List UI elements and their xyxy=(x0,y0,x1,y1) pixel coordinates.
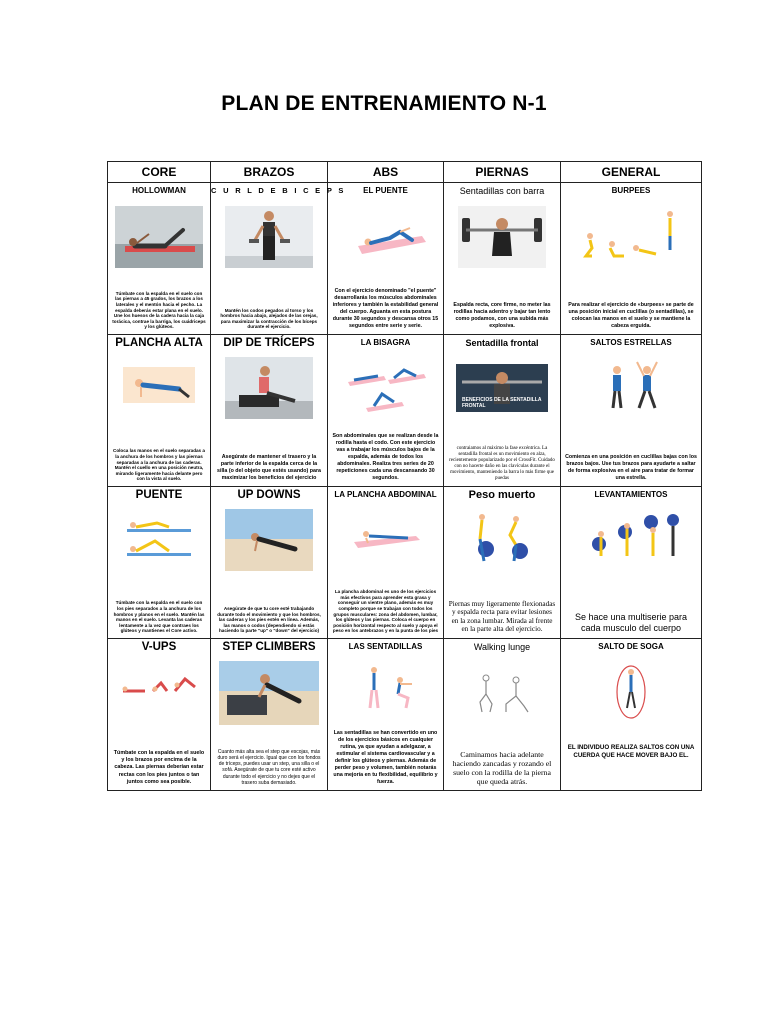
exercise-description: Coloca las manos en el suelo separadas a la anchura de los hombros y las piernas separadas a la anchura de las caderas. Mantén el cuello en una posición neutra, mirando ligeramente hacia delante pero con la vista al suelo. xyxy=(113,448,205,482)
exercise-description: Asegúrate de mantener el trasero y la parte inferior de la espalda cerca de la silla (o del objeto que estés usando) para maximizar los beneficios del ejercicio xyxy=(217,454,321,481)
peso-muerto-illustration xyxy=(460,509,544,567)
up-downs-photo xyxy=(225,509,313,571)
sentadilla-frontal-banner xyxy=(456,364,548,412)
exercise-cell-el-puente xyxy=(328,183,444,335)
walking-lunge-illustration xyxy=(460,662,544,720)
exercise-title: Sentadilla frontal xyxy=(465,338,539,348)
sentadillas-con-barra-photo xyxy=(458,206,546,268)
exercise-cell-up-downs xyxy=(211,487,328,639)
exercise-description: Caminamos hacia adelante haciendo zancadas y rozando el suelo con la rodilla de la pierna que queda atrás. xyxy=(452,750,552,786)
el-puente-illustration xyxy=(344,206,428,264)
exercise-description: Con el ejercicio denominado "el puente" desarrollarás los músculos abdominales inferiores y también la estabilidad general del cuerpo. Aguanta en esta postura durante 30 segundos y descansa otros 15 segundos entre serie y serie. xyxy=(332,288,439,329)
exercise-cell-sentadillas-con-barra xyxy=(444,183,561,335)
exercise-description: Túmbate con la espalda en el suelo con los pies separados a la anchura de los hombros y planos en el suelo. Mantén las manos en el suelo. Levanta las caderas lentamente a la vez que contraes los glúteos y mantienes el Core activo. xyxy=(113,600,205,634)
column-header-piernas: PIERNAS xyxy=(444,162,561,183)
exercise-cell-dip-de-triceps xyxy=(211,335,328,487)
exercise-title: LA PLANCHA ABDOMINAL xyxy=(334,490,437,499)
table-row xyxy=(108,183,702,335)
exercise-cell-salto-de-soga xyxy=(561,639,702,791)
exercise-title: SALTOS ESTRELLAS xyxy=(590,338,672,347)
exercise-title: Sentadillas con barra xyxy=(459,186,545,196)
plancha-alta-illustration xyxy=(117,357,201,415)
exercise-cell-la-bisagra xyxy=(328,335,444,487)
exercise-title: Peso muerto xyxy=(468,489,536,501)
exercise-title: EL PUENTE xyxy=(363,186,408,195)
exercise-title: PUENTE xyxy=(135,489,183,501)
exercise-title: UP DOWNS xyxy=(237,489,301,501)
exercise-cell-peso-muerto xyxy=(444,487,561,639)
dip-de-triceps-photo xyxy=(225,357,313,419)
exercise-title: DIP DE TRÍCEPS xyxy=(223,337,315,349)
exercise-cell-las-sentadillas xyxy=(328,639,444,791)
la-plancha-abdominal-illustration xyxy=(344,510,428,568)
exercise-cell-levantamientos xyxy=(561,487,702,639)
levantamientos-illustration xyxy=(581,510,681,568)
exercise-cell-saltos-estrellas xyxy=(561,335,702,487)
exercise-description: Son abdominales que se realizan desde la rodilla hasta el codo. Con este ejercicio vas a trabajar los músculos bajos de la espalda, además de todos los abdominales. Realiza tres series de 20 repeticiones cada una descansando 30 segundos. xyxy=(332,433,439,481)
training-plan-table xyxy=(107,161,702,791)
exercise-description: Espalda recta, core firme, no meter las rodillas hacia adentro y bajar tan lento como podamos, con una subida más explosiva. xyxy=(453,302,551,329)
las-sentadillas-illustration xyxy=(344,662,428,720)
exercise-cell-hollowman xyxy=(108,183,211,335)
exercise-title: STEP CLIMBERS xyxy=(222,641,316,653)
salto-de-soga-illustration xyxy=(589,662,673,720)
exercise-description: Piernas muy ligeramente flexionadas y espalda recta para evitar lesiones en la zona lumbar. Mirada al frente en la parte alta del ejercicio. xyxy=(448,599,556,634)
exercise-description: La plancha abdominal es uno de los ejercicios más efectivos para aprender esta grasa y conseguir un vientre plano, además es muy completo porque se trabajan con todos los grupos musculares: zona del abdomen, lumbar, los glúteos y las piernas. Coloca el cuerpo en posición horizontal respecto al suelo y apoya el peso en los antebrazos y en la punta de los pies xyxy=(332,589,439,634)
puente-illustration xyxy=(117,509,201,567)
curl-biceps-photo xyxy=(225,206,313,268)
exercise-title: V-UPS xyxy=(141,641,177,653)
exercise-title: SALTO DE SOGA xyxy=(598,642,664,651)
exercise-description: Cuanto más alta sea el step que escojas, más duro será el ejercicio. Igual que con los fondos de tríceps, puedes usar un step, una silla o el sofá. Asegúrate de que tu core esté activo durante todo el ejercicio y no dejes que el trasero suba demasiado. xyxy=(217,748,321,786)
table-row xyxy=(108,639,702,791)
la-bisagra-illustration xyxy=(344,358,428,416)
exercise-cell-curl-biceps xyxy=(211,183,346,335)
exercise-cell-walking-lunge xyxy=(444,639,561,791)
step-climbers-photo xyxy=(219,661,319,725)
exercise-description: Asegúrate de que tu core esté trabajando durante todo el movimiento y que los hombros, las caderas y los pies estén en línea. Además, las manos o codos (dependiendo si estás haciendo la parte "up" o "down" del ejercicio) xyxy=(217,606,321,634)
exercise-cell-la-plancha-abdominal xyxy=(328,487,444,639)
exercise-description: Las sentadillas se han convertido en uno de los ejercicios básicos en cualquier rutina, ya que ayudan a adelgazar, a estimular el sistema cardiovascular y a definir los glúteos y piernas. Además de perder peso y volumen, también notarás una mejoría en tu flexibilidad, equilibrio y fuerza. xyxy=(333,730,438,785)
hollowman-illustration xyxy=(115,206,203,268)
exercise-title: LA BISAGRA xyxy=(360,338,411,347)
exercise-title: C U R L D E B I C E P S xyxy=(211,186,346,195)
burpees-illustration xyxy=(576,206,686,264)
banner-caption: BENEFICIOS DE LA SENTADILLA FRONTAL xyxy=(462,397,542,409)
exercise-title: PLANCHA ALTA xyxy=(115,337,203,349)
exercise-description: Túmbate con la espalda en el suelo y los brazos por encima de la cabeza. Las piernas deberían estar rectas con los pies juntos o tan juntos como sea posible. xyxy=(113,749,205,785)
column-header-core: CORE xyxy=(108,162,211,183)
exercise-description: Para realizar el ejercicio de «burpees» se parte de una posición inicial en cuclillas (o sentadillas), se colocan las manos en el suelo y se mantiene la cabeza erguida. xyxy=(568,302,694,329)
v-ups-illustration xyxy=(117,661,201,719)
saltos-estrellas-illustration xyxy=(589,358,673,416)
exercise-cell-plancha-alta xyxy=(108,335,211,487)
column-header-brazos: BRAZOS xyxy=(211,162,328,183)
exercise-title: LAS SENTADILLAS xyxy=(348,642,423,651)
exercise-title: BURPEES xyxy=(611,186,651,195)
table-row xyxy=(108,335,702,487)
exercise-cell-burpees xyxy=(561,183,702,335)
exercise-cell-v-ups xyxy=(108,639,211,791)
exercise-description: Mantén los codos pegados al torso y los hombros hacia abajo, alejados de las orejas, para maximizar la contracción de los bíceps durante el ejercicio. xyxy=(220,307,318,330)
column-header-abs: ABS xyxy=(328,162,444,183)
exercise-title: LEVANTAMIENTOS xyxy=(594,490,668,499)
exercise-description: Túmbate con la espalda en el suelo con las piernas a 45 grados, los brazos a los laterales y el mentón hacia el pecho. La espalda deberás estar plana en el suelo. Une los huesos de la cadera hacia la caja torácica, contrae la barriga, los cuádriceps y los glúteos. xyxy=(112,290,206,330)
table-row xyxy=(108,487,702,639)
exercise-title: HOLLOWMAN xyxy=(132,186,186,195)
page-title: PLAN DE ENTRENAMIENTO N-1 xyxy=(221,92,547,115)
header-row xyxy=(108,162,702,183)
exercise-description: contraiamos al máximo la fase excéntrica. La sentadilla frontal es un movimiento en alza, recientemente popularizado por el CrossFit. Cuidado con no hacerte daño en las clavículas durante el movimiento, manteniendo la barra lo más firme que puedas xyxy=(449,446,555,481)
exercise-cell-puente xyxy=(108,487,211,639)
exercise-description: EL INDIVIDUO REALIZA SALTOS CON UNA CUERDA QUE HACE MOVER BAJO EL. xyxy=(567,744,695,759)
exercise-cell-sentadilla-frontal xyxy=(444,335,561,487)
exercise-cell-step-climbers xyxy=(211,639,328,791)
exercise-description: Se hace una multiserie para cada musculo del cuerpo xyxy=(574,612,688,633)
exercise-title: Walking lunge xyxy=(473,642,531,652)
column-header-general: GENERAL xyxy=(561,162,702,183)
exercise-description: Comienza en una posición en cuclillas bajas con los brazos bajos. Use tus brazos para ayudarte a saltar de forma explosiva en el aire para tratar de formar una estrella. xyxy=(565,454,697,481)
